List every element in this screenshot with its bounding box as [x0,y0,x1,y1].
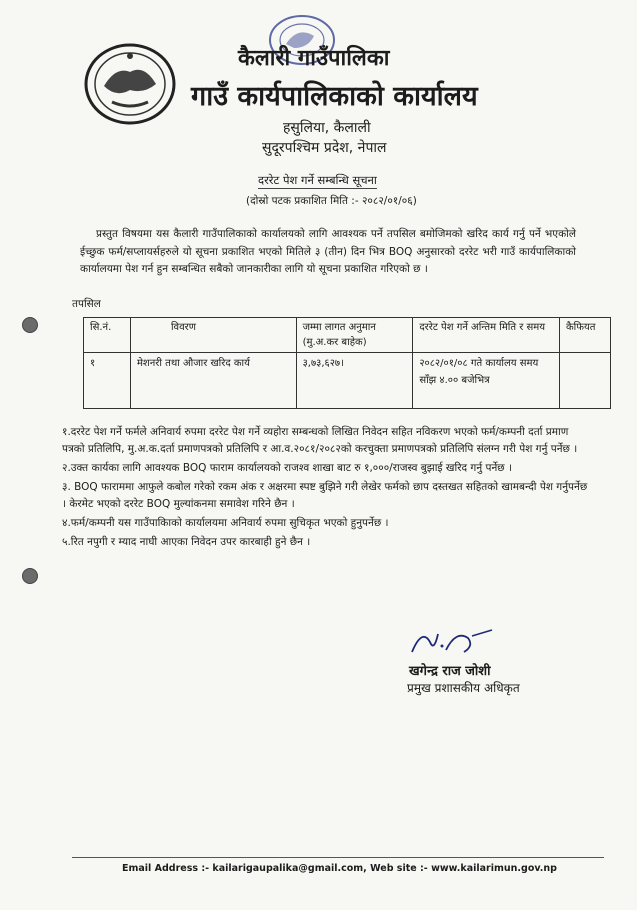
cell-deadline: २०८२/०१/०८ गते कार्यालय समय साँझ ४.०० बजेभित्र [413,353,560,409]
publish-date-value: २०८२/०१/०६) [361,195,417,207]
col-header-description: विवरण [130,318,296,353]
col-header-cost: जम्मा लागत अनुमान (मु.अ.कर बाहेक) [296,318,413,353]
signatory-title: प्रमुख प्रशासकीय अधिकृत [407,681,520,695]
condition-item: ४.फर्म/कम्पनी यस गाउँपाकिाको कार्यालयमा अनिवार्य रुपमा सुचिकृत भएको हुनुपर्नेछ । [62,517,389,529]
condition-item: १.दररेट पेश गर्ने फर्मले अनिवार्य रुपमा दररेट पेश गर्ने व्यहोरा सम्बन्धको लिखित निवेदन सहित नविकरण भएको फर्म/कम्पनी दर्ता प्रमाण पत्रको प्रतिलिपि, मु.अ.क.दर्ता प्रमाणपत्रको प्रतिलिपि र आ.व.२०८१/२०८२को करचुक्ता प्रमाणपत्रको प्रतिलिपि संलग्न गरी पेश गर्नु पर्नेछ । [62,426,578,455]
punch-hole-bottom [22,568,38,584]
signatory-name: खगेन्द्र राज जोशी [409,664,491,679]
publish-date [246,194,417,208]
website-label: Web site :- [370,863,428,874]
condition-item: ५.रित नपुगी र म्याद नाघी आएका निवेदन उपर कारबाही हुने छैन । [62,536,311,548]
notice-title: दररेट पेश गर्ने सम्बन्धि सूचना [258,173,377,187]
email-address: kailarigaupalika@gmail.com, [212,863,367,874]
cell-cost: ३,७३,६२७। [296,353,413,409]
col-header-sn: सि.नं. [84,318,131,353]
procurement-table [83,317,611,409]
email-label: Email Address :- [122,863,210,874]
conditions-list [62,424,592,553]
province-name: सुदूरपश्चिम प्रदेश, नेपाल [262,140,387,156]
cell-remarks [560,353,611,409]
col-header-remarks: कैफियत [560,318,611,353]
signature-mark-icon [408,622,502,662]
condition-item: ३. BOQ फाराममा आफुले कबोल गरेको रकम अंक र अक्षरमा स्पष्ट बुझिने गरी लेखेर फर्मको छाप दस्तखत सहितको खामबन्दी पेश गर्नुपर्नेछ । केरमेट भएको दररेट BOQ मुल्यांकनमा समावेश गरिने छैन । [62,481,588,510]
col-header-deadline: दररेट पेश गर्ने अन्तिम मिति र समय [413,318,560,353]
publish-date-label: (दोस्रो पटक प्रकाशित मिति :- [246,195,359,207]
cell-sn: १ [84,353,131,409]
punch-hole-top [22,317,38,333]
condition-item: २.उक्त कार्यका लागि आवश्यक BOQ फाराम कार्यालयको राजश्व शाखा बाट रु १,०००/राजस्व बुझाई खरिद गर्नु पर्नेछ । [62,462,512,474]
intro-paragraph: प्रस्तुत विषयमा यस कैलारी गाउँपालिकाको कार्यालयको लागि आवश्यक पर्ने तपसिल बमोजिमको खरिद कार्य गर्नु पर्ने भएकोले ईच्छुक फर्म/सप्लायर्सहरुले यो सूचना प्रकाशित भएको मितिले ३ (तीन) दिन भित्र BOQ अनुसारको दररेट भरी गाउँ कार्यपालिकाको कार्यालयमा पेश गर्न हुन सम्बन्धित सबैको जानकारीका लागि यो सूचना प्रकाशित गरिएको छ । [80,228,576,275]
municipality-name: कैलारी गाउँपालिका [238,46,390,71]
nepal-emblem-icon [82,42,178,126]
cell-description: मेशनरी तथा औजार खरिद कार्य [130,353,296,409]
website-url: www.kailarimun.gov.np [431,863,557,874]
footer-divider [72,857,604,858]
table-header-row [84,318,611,353]
annex-label: तपसिल [72,298,101,310]
office-name: गाउँ कार्यपालिकाको कार्यालय [191,81,478,112]
office-location: हसुलिया, कैलाली [283,120,371,136]
table-row [84,353,611,409]
footer-contact [122,863,557,874]
